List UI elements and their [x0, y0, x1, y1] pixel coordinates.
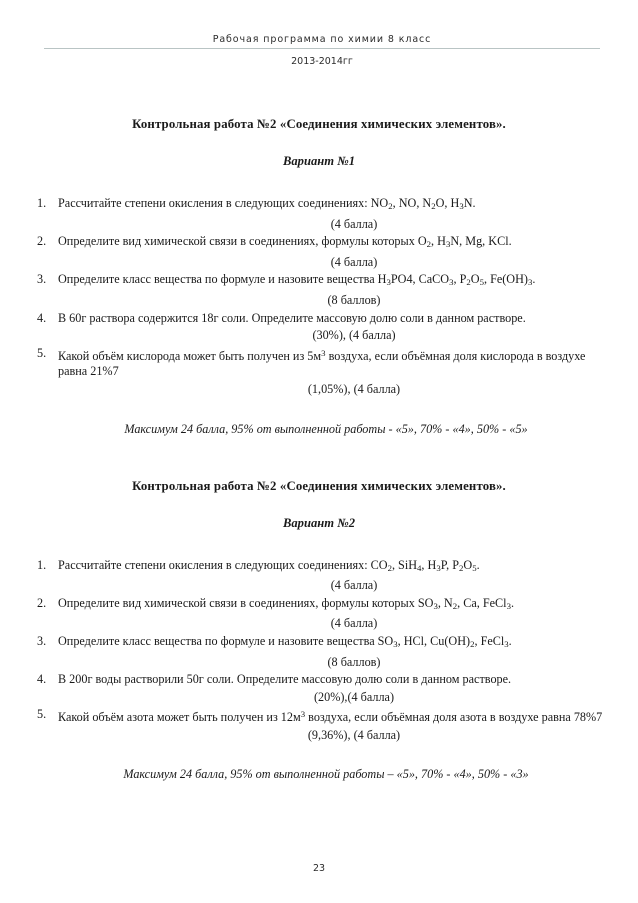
task-list — [30, 196, 608, 398]
task-text: Рассчитайте степени окисления в следующих соединениях: $NO_2$, NO, $N_2O$, $H_3N$. — [58, 196, 476, 212]
work-title: Контрольная работа №2 «Соединения химических элементов». — [132, 117, 506, 131]
task-score: (4 балла) — [330, 216, 378, 231]
task-number: 4. — [37, 672, 47, 687]
task-score: (8 баллов) — [327, 654, 381, 669]
document-body — [30, 105, 608, 782]
task-item — [30, 234, 608, 253]
task-text: Определите вид химической связи в соединениях, формулы которых $O_2$, $H_3N$, Mg, KCl. — [58, 234, 512, 250]
work-block-variant-1 — [30, 117, 608, 437]
task-item — [30, 558, 608, 577]
task-number: 3. — [37, 272, 47, 287]
header-subtitle: 2013-2014гг — [291, 56, 353, 67]
task-item — [30, 634, 608, 653]
maximum-note: Максимум 24 балла, 95% от выполненной работы – «5», 70% - «4», 50% - «3» — [123, 767, 529, 782]
task-text: Рассчитайте степени окисления в следующих соединениях: $CO_2$, SiH$_4$, $H_3P$, $P_2O_5$. — [58, 557, 480, 573]
task-text: Определите вид химической связи в соединениях, формулы которых $SO_3$, $N_2$, Ca, FeCl$_3$. — [58, 595, 514, 611]
task-number: 1. — [37, 557, 47, 572]
work-block-variant-2 — [30, 479, 608, 783]
task-score: (1,05%), (4 балла) — [307, 381, 401, 396]
header-divider — [44, 48, 600, 49]
task-number: 4. — [37, 310, 47, 325]
task-text: Какой объём кислорода может быть получен из $5м^3$ воздуха, если объёмная доля кислорода в воздухе равна 21%7 — [58, 347, 586, 379]
task-score: (20%),(4 балла) — [313, 689, 395, 704]
task-number: 5. — [37, 345, 47, 360]
task-number: 5. — [37, 707, 47, 722]
work-variant-label: Вариант №2 — [282, 515, 356, 530]
page-number: 23 — [312, 863, 326, 874]
task-item — [30, 272, 608, 291]
task-score: (8 баллов) — [327, 293, 381, 308]
task-number: 1. — [37, 196, 47, 210]
task-number: 3. — [37, 633, 47, 648]
task-item — [30, 346, 608, 380]
task-score: (9,36%), (4 балла) — [307, 727, 401, 742]
task-score: (30%), (4 балла) — [312, 328, 396, 343]
task-item — [30, 311, 608, 327]
task-text: В 200г воды растворили 50г соли. Определите массовую долю соли в данном растворе. — [58, 672, 512, 687]
task-text: В 60г раствора содержится 18г соли. Определите массовую долю соли в данном растворе. — [58, 310, 526, 325]
task-item — [30, 596, 608, 615]
work-title: Контрольная работа №2 «Соединения химических элементов». — [132, 478, 506, 493]
task-score: (4 балла) — [330, 254, 378, 269]
task-text: Определите класс вещества по формуле и назовите вещества $SO_3$, HCl, $Cu(OH)_2$, FeCl$_3$. — [58, 633, 512, 649]
task-item — [30, 196, 608, 215]
task-score: (4 балла) — [330, 578, 378, 593]
task-number: 2. — [37, 234, 47, 249]
task-score: (4 балла) — [330, 616, 378, 631]
work-variant-label: Вариант №1 — [282, 154, 356, 168]
running-header — [44, 34, 600, 67]
task-item — [30, 707, 608, 726]
task-item — [30, 672, 608, 688]
task-list — [30, 558, 608, 744]
task-number: 2. — [37, 595, 47, 610]
task-text: Определите класс вещества по формуле и назовите вещества $H_3PO4$, CaCO$_3$, $P_2O_5$, $Fe(OH)_3$. — [58, 272, 536, 288]
task-text: Какой объём азота может быть получен из $12м^3$ воздуха, если объёмная доля азота в воздухе равна 78%7 — [58, 709, 603, 725]
header-title: Рабочая программа по химии 8 класс — [212, 34, 432, 45]
maximum-note: Максимум 24 балла, 95% от выполненной работы - «5», 70% - «4», 50% - «5» — [124, 421, 528, 436]
